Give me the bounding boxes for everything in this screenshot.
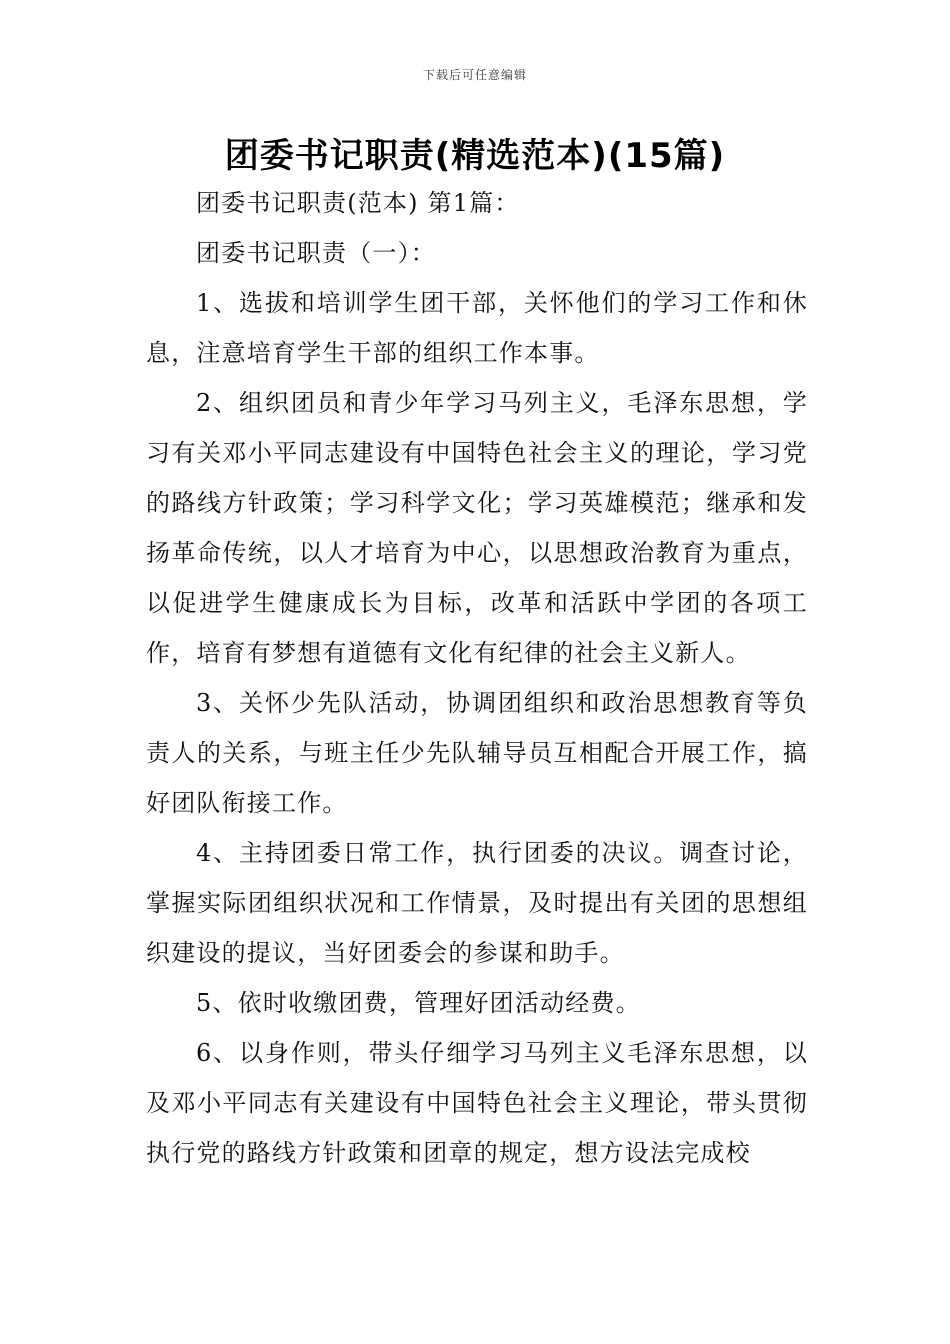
document-title: 团委书记职责(精选范本)(15篇) bbox=[224, 136, 726, 176]
section-heading: 团委书记职责（一）： bbox=[196, 239, 436, 267]
header-note: 下载后可任意编辑 bbox=[422, 68, 527, 82]
paragraph-6: 6、以身作则，带头仔细学习马列主义毛泽东思想，以及邓小平同志有关建设有中国特色社会主义理论，带头贯彻执行党的路线方针政策和团章的规定，想方设法完成校 bbox=[146, 1039, 808, 1167]
subtitle: 团委书记职责(范本) 第1篇： bbox=[196, 189, 520, 217]
document-body bbox=[146, 178, 808, 1178]
paragraph-3: 3、关怀少先队活动，协调团组织和政治思想教育等负责人的关系，与班主任少先队辅导员互相配合开展工作，搞好团队衔接工作。 bbox=[146, 689, 808, 817]
paragraph-2: 2、组织团员和青少年学习马列主义，毛泽东思想，学习有关邓小平同志建设有中国特色社会主义的理论，学习党的路线方针政策；学习科学文化；学习英雄模范；继承和发扬革命传统，以人才培育为中心，以思想政治教育为重点，以促进学生健康成长为目标，改革和活跃中学团的各项工作，培育有梦想有道德有文化有纪律的社会主义新人。 bbox=[146, 389, 808, 667]
paragraph-5: 5、依时收缴团费，管理好团活动经费。 bbox=[196, 989, 641, 1017]
paragraph-1: 1、选拔和培训学生团干部，关怀他们的学习工作和休息，注意培育学生干部的组织工作本事。 bbox=[146, 289, 808, 367]
paragraph-4: 4、主持团委日常工作，执行团委的决议。调查讨论，掌握实际团组织状况和工作情景，及时提出有关团的思想组织建设的提议，当好团委会的参谋和助手。 bbox=[146, 839, 808, 967]
